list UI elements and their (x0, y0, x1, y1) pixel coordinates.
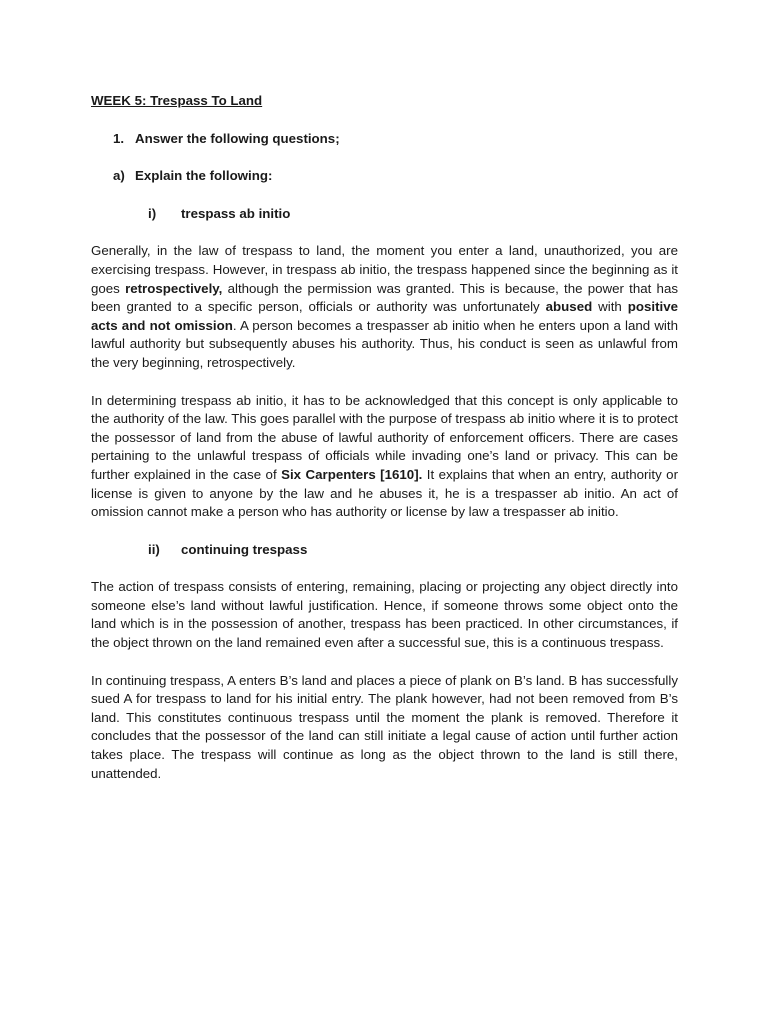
paragraph-3: The action of trespass consists of entering, remaining, placing or projecting any object directly into someone else’s land without lawful justification. Hence, if someone throws some object onto the land which is in the possession of another, trespass has been practiced. In other circumstances, if the object thrown on the land remained even after a successful sue, this is a continuous trespass. (91, 579, 678, 651)
p1-bold-retrospectively: retrospectively, (125, 280, 223, 296)
question-1 (91, 130, 678, 149)
p1-text-2: although the permission was granted. This is because, the power that has been granted to a specific person, officials or authority was unfortunately (91, 280, 678, 315)
subheading-continuing-trespass (91, 541, 678, 560)
p1-text-1: Generally, in the law of trespass to land, the moment you enter a land, unauthorized, you are exercising trespass. However, in trespass ab initio, the trespass happened since the beginning as it goes (91, 243, 678, 296)
question-a (91, 167, 678, 186)
document-content (91, 92, 678, 802)
paragraph-1 (91, 242, 678, 372)
subheading-1-text: trespass ab initio (181, 205, 291, 221)
p2-text-1: In determining trespass ab initio, it has to be acknowledged that this concept is only applicable to the authority of the law. This goes parallel with the purpose of trespass ab initio where it is to protect the possessor of land from the abuse of lawful authority of enforcement officers. There are cases pertaining to the unlawful trespass of officials while invading one’s land or privacy. This can be further explained in the case of (91, 392, 678, 482)
subheading-trespass-ab-initio (91, 205, 678, 224)
paragraph-4: In continuing trespass, A enters B’s land and places a piece of plank on B’s land. B has successfully sued A for trespass to land for his initial entry. The plank however, had not been removed from B’s land. This constitutes continuous trespass until the moment the plank is removed. Therefore it concludes that the possessor of the land can still initiate a legal cause of action until further action takes place. The trespass will continue as long as the object thrown to the land is still there, unattended. (91, 672, 678, 781)
p2-bold-six-carpenters: Six Carpenters [1610]. (281, 466, 423, 482)
p1-text-3: with (592, 299, 628, 315)
p1-bold-abused: abused (545, 299, 593, 315)
subheading-2-number: ii) (148, 541, 160, 557)
week-title: WEEK 5: Trespass To Land (91, 93, 263, 108)
p2-text-2: It explains that when an entry, authority or license is given to anyone by the law and he abuses it, he is a trespasser ab initio. An act of omission cannot make a person who has authority or license by law a trespasser ab initio. (91, 466, 678, 520)
subheading-1-number: i) (148, 205, 157, 221)
p1-bold-positive-acts: positive acts and not omission (91, 299, 678, 333)
paragraph-2 (91, 392, 678, 522)
question-a-letter: a) (113, 168, 125, 184)
subheading-2-text: continuing trespass (181, 541, 308, 557)
question-a-text: Explain the following: (135, 168, 273, 184)
question-1-number: 1. (113, 130, 125, 146)
p1-text-4: . A person becomes a trespasser ab initio when he enters upon a land with lawful authority but subsequently abuses his authority. Thus, his conduct is seen as unlawful from the very beginning, retrospectively. (91, 317, 678, 370)
question-1-text: Answer the following questions; (135, 130, 340, 146)
